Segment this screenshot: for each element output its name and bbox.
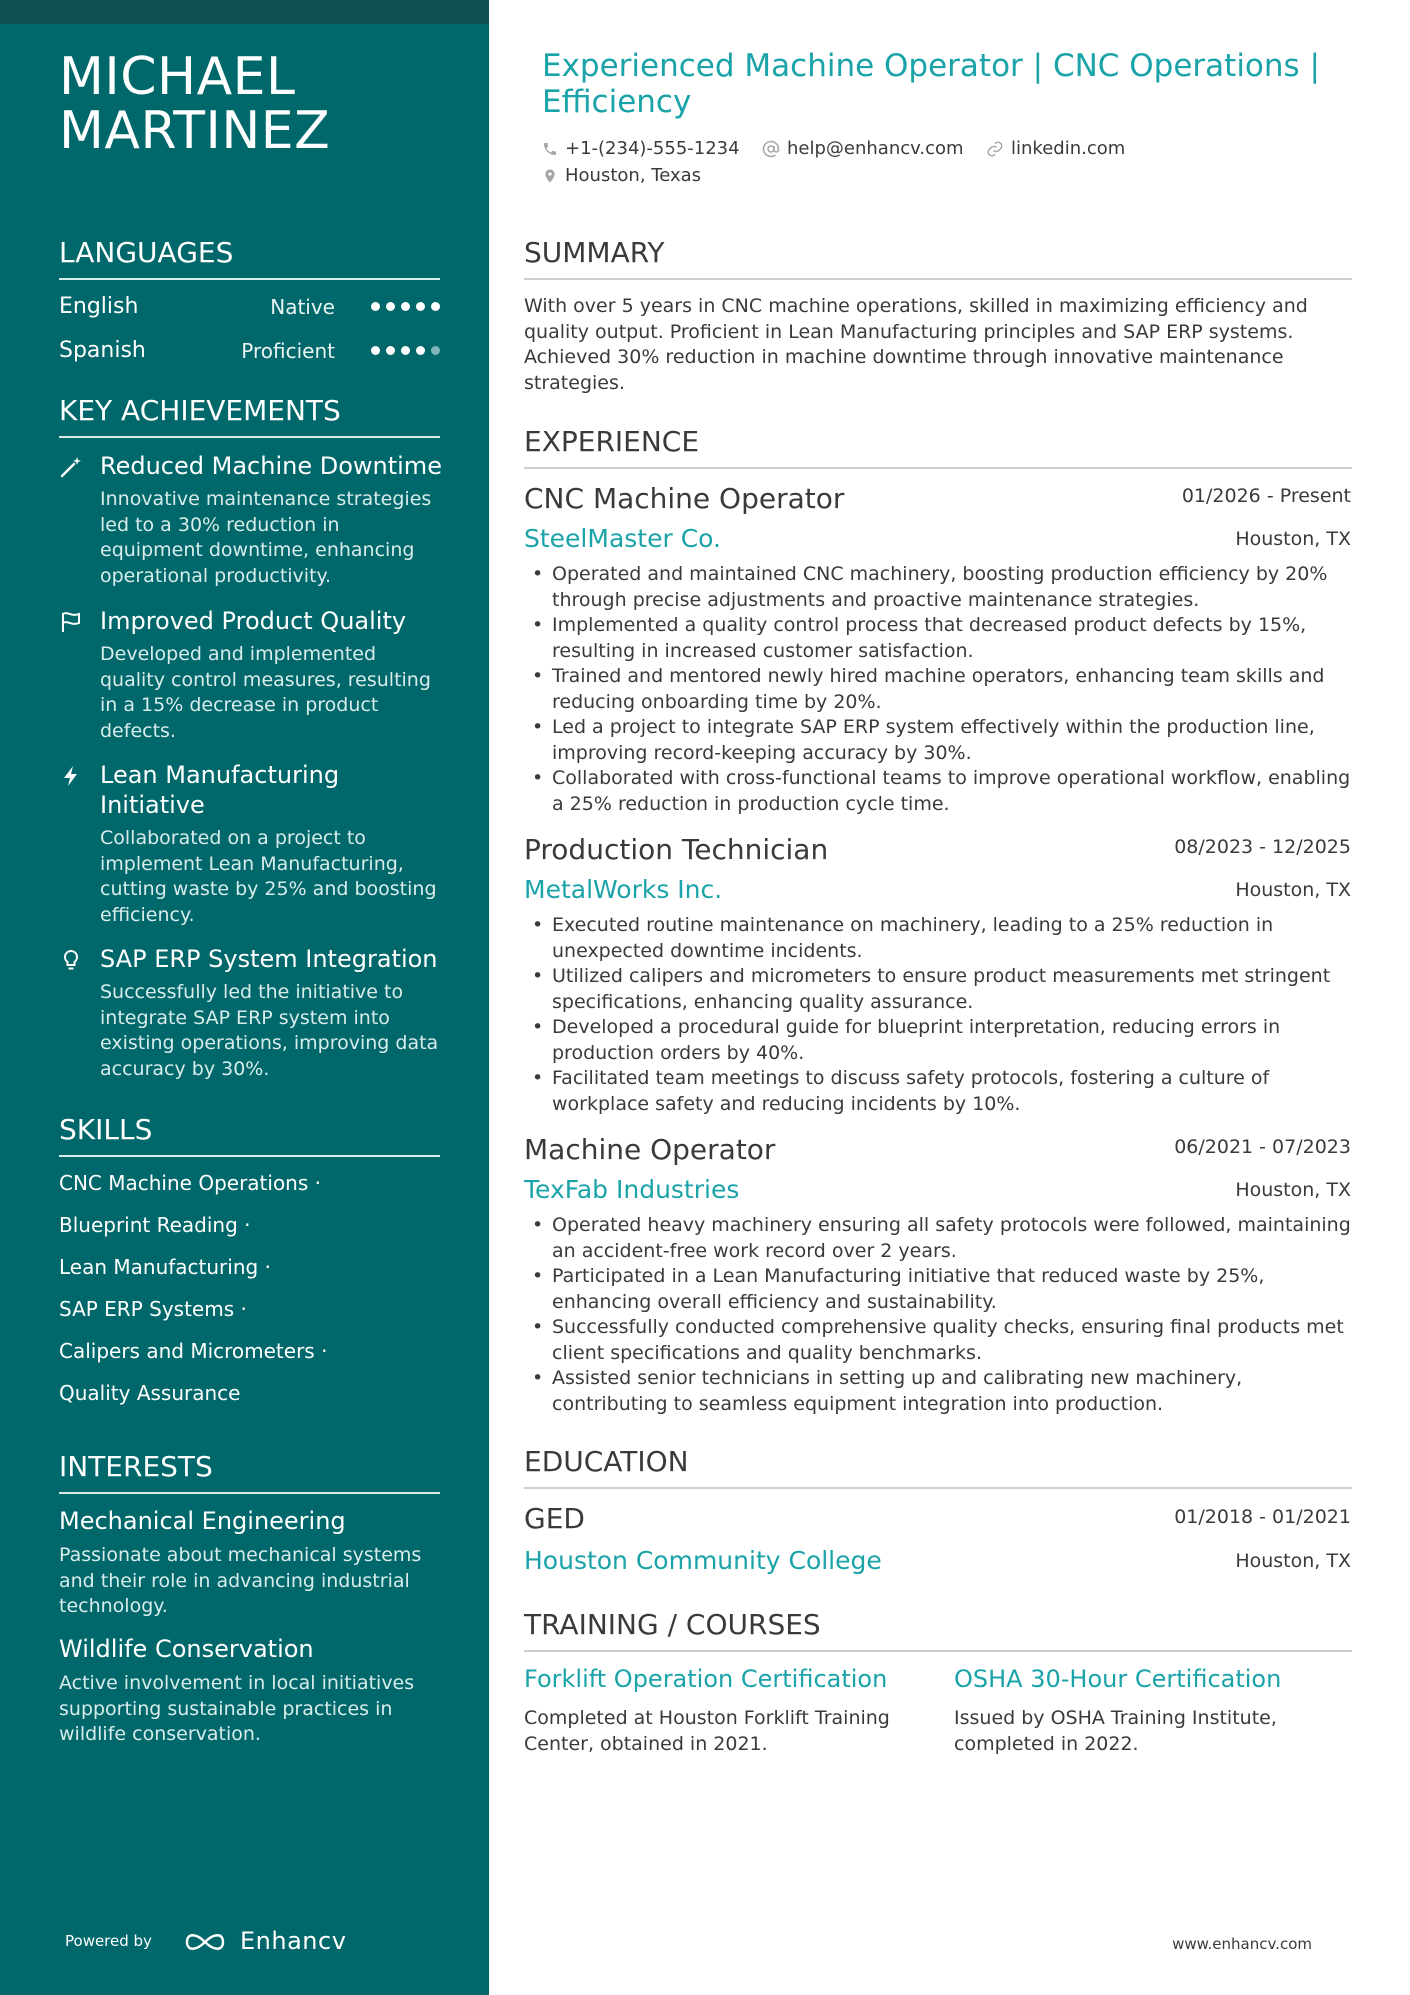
interest-description: Passionate about mechanical systems and their role in advancing industrial technology.	[59, 1544, 422, 1617]
achievement-title: SAP ERP System Integration	[100, 945, 438, 973]
summary-heading: SUMMARY	[524, 236, 1352, 280]
languages-heading: LANGUAGES	[59, 236, 440, 280]
achievement-item	[59, 451, 449, 591]
skill-item: Blueprint Reading ·	[59, 1213, 251, 1237]
contact-phone[interactable]	[542, 137, 740, 161]
achievement-title: Lean Manufacturing Initiative	[100, 761, 340, 819]
course-title: OSHA 30-Hour Certification	[954, 1665, 1282, 1693]
link-icon	[986, 140, 1004, 158]
job-location: Houston, TX	[1235, 528, 1351, 550]
magic-wand-icon	[59, 455, 83, 479]
bullet-item: • Developed a procedural guide for blueprint interpretation, reducing errors in production orders by 40%.	[524, 1015, 1352, 1066]
rating-dot	[386, 302, 395, 311]
last-name: MARTINEZ	[59, 101, 331, 161]
job-location: Houston, TX	[1235, 879, 1351, 901]
enhancv-brand: Enhancv	[240, 1927, 347, 1955]
bullet-item: • Operated heavy machinery ensuring all safety protocols were followed, maintaining an accident-free work record over 2 years.	[524, 1213, 1352, 1264]
rating-dot	[401, 302, 410, 311]
person-name	[59, 47, 331, 161]
company-name: SteelMaster Co.	[524, 524, 721, 553]
achievement-title: Reduced Machine Downtime	[100, 452, 442, 480]
website-link[interactable]: www.enhancv.com	[1172, 1935, 1312, 1953]
rating-dot	[386, 346, 395, 355]
language-rating	[371, 302, 440, 311]
achievements-heading: KEY ACHIEVEMENTS	[59, 394, 440, 438]
bullet-item: • Facilitated team meetings to discuss safety protocols, fostering a culture of workplace safety and reducing incidents by 10%.	[524, 1066, 1352, 1117]
company-name: TexFab Industries	[524, 1175, 740, 1204]
bullet-item: • Executed routine maintenance on machinery, leading to a 25% reduction in unexpected downtime incidents.	[524, 913, 1352, 964]
experience-heading: EXPERIENCE	[524, 425, 1352, 469]
skill-item: CNC Machine Operations ·	[59, 1171, 321, 1195]
phone-text: +1-(234)-555-1234	[565, 138, 740, 159]
job-bullets	[524, 562, 1352, 817]
skill-item: Quality Assurance	[59, 1381, 241, 1405]
rating-dot	[416, 302, 425, 311]
contact-email[interactable]	[762, 137, 964, 161]
training-heading: TRAINING / COURSES	[524, 1608, 1352, 1652]
language-rating	[371, 346, 440, 355]
company-name: MetalWorks Inc.	[524, 875, 723, 904]
language-row	[59, 336, 440, 366]
skills-heading: SKILLS	[59, 1113, 440, 1157]
education-dates: 01/2018 - 01/2021	[1174, 1506, 1351, 1528]
bullet-item: • Implemented a quality control process that decreased product defects by 15%, resulting in increased customer satisfaction.	[524, 613, 1352, 664]
course-description: Issued by OSHA Training Institute, completed in 2022.	[954, 1707, 1277, 1755]
enhancv-logo-icon	[184, 1929, 226, 1955]
lightbulb-icon	[59, 948, 83, 972]
job-title: CNC Machine Operator	[524, 482, 845, 515]
sidebar	[0, 0, 489, 1995]
linkedin-text: linkedin.com	[1011, 138, 1126, 159]
achievement-item	[59, 606, 449, 746]
skill-item: Calipers and Micrometers ·	[59, 1339, 328, 1363]
headline: Experienced Machine Operator | CNC Operations | Efficiency	[542, 48, 1320, 120]
at-sign-icon	[762, 140, 780, 158]
language-name: English	[59, 294, 139, 319]
interest-title: Wildlife Conservation	[59, 1635, 314, 1663]
rating-dot	[371, 346, 380, 355]
powered-by-label: Powered by	[65, 1932, 152, 1950]
job-dates: 01/2026 - Present	[1181, 485, 1351, 507]
achievement-title: Improved Product Quality	[100, 607, 407, 635]
achievement-description: Developed and implemented quality control measures, resulting in a 15% decrease in product defects.	[100, 643, 431, 742]
rating-dot	[371, 302, 380, 311]
course-title: Forklift Operation Certification	[524, 1665, 888, 1693]
interest-title: Mechanical Engineering	[59, 1507, 346, 1535]
job-location: Houston, TX	[1235, 1179, 1351, 1201]
skill-item: SAP ERP Systems ·	[59, 1297, 247, 1321]
language-level: Proficient	[241, 339, 335, 363]
rating-dot	[401, 346, 410, 355]
achievement-description: Successfully led the initiative to integrate SAP ERP system into existing operations, improving data accuracy by 30%.	[100, 981, 439, 1080]
job-dates: 06/2021 - 07/2023	[1174, 1136, 1351, 1158]
achievement-item	[59, 944, 449, 1084]
achievement-item	[59, 760, 449, 930]
job-dates: 08/2023 - 12/2025	[1174, 836, 1351, 858]
flag-icon	[59, 610, 83, 634]
phone-icon	[542, 140, 558, 158]
education-location: Houston, TX	[1235, 1550, 1351, 1572]
language-name: Spanish	[59, 338, 146, 363]
summary-text: With over 5 years in CNC machine operations, skilled in maximizing efficiency and quality output. Proficient in Lean Manufacturing principles and SAP ERP systems. Achieved 30% reduction in machine downtime through innovative maintenance strategies.	[524, 295, 1308, 394]
bullet-item: • Assisted senior technicians in setting up and calibrating new machinery, contributing to seamless equipment integration into production.	[524, 1366, 1352, 1417]
location-pin-icon	[542, 167, 558, 185]
school-name: Houston Community College	[524, 1546, 882, 1575]
job-title: Production Technician	[524, 833, 829, 866]
language-row	[59, 292, 440, 322]
job-bullets	[524, 1213, 1352, 1417]
education-heading: EDUCATION	[524, 1445, 1352, 1489]
interest-description: Active involvement in local initiatives supporting sustainable practices in wildlife conservation.	[59, 1672, 415, 1745]
skill-item: Lean Manufacturing ·	[59, 1255, 271, 1279]
bullet-item: • Led a project to integrate SAP ERP system effectively within the production line, improving record-keeping accuracy by 30%.	[524, 715, 1352, 766]
bullet-item: • Trained and mentored newly hired machine operators, enhancing team skills and reducing onboarding time by 20%.	[524, 664, 1352, 715]
lightning-icon	[59, 764, 83, 788]
bullet-item: • Operated and maintained CNC machinery, boosting production efficiency by 20% through precise adjustments and proactive maintenance strategies.	[524, 562, 1352, 613]
language-level: Native	[270, 295, 335, 319]
interests-heading: INTERESTS	[59, 1450, 440, 1494]
course-description: Completed at Houston Forklift Training Center, obtained in 2021.	[524, 1707, 890, 1755]
bullet-item: • Participated in a Lean Manufacturing initiative that reduced waste by 25%, enhancing overall efficiency and sustainability.	[524, 1264, 1352, 1315]
job-bullets	[524, 913, 1352, 1117]
achievement-description: Collaborated on a project to implement Lean Manufacturing, cutting waste by 25% and boosting efficiency.	[100, 827, 437, 926]
contact-location	[542, 164, 701, 188]
degree: GED	[524, 1502, 585, 1535]
achievement-description: Innovative maintenance strategies led to a 30% reduction in equipment downtime, enhancing operational productivity.	[100, 488, 432, 587]
bullet-item: • Successfully conducted comprehensive quality checks, ensuring final products met client specifications and quality benchmarks.	[524, 1315, 1352, 1366]
bullet-item: • Collaborated with cross-functional teams to improve operational workflow, enabling a 25% reduction in production cycle time.	[524, 766, 1352, 817]
first-name: MICHAEL	[59, 47, 296, 107]
rating-dot	[431, 346, 440, 355]
bullet-item: • Utilized calipers and micrometers to ensure product measurements met stringent specifications, enhancing quality assurance.	[524, 964, 1352, 1015]
contact-linkedin[interactable]	[986, 137, 1125, 161]
location-text: Houston, Texas	[565, 165, 702, 186]
sidebar-top-bar	[0, 0, 489, 24]
job-title: Machine Operator	[524, 1133, 776, 1166]
rating-dot	[431, 302, 440, 311]
rating-dot	[416, 346, 425, 355]
email-text: help@enhancv.com	[787, 138, 964, 159]
